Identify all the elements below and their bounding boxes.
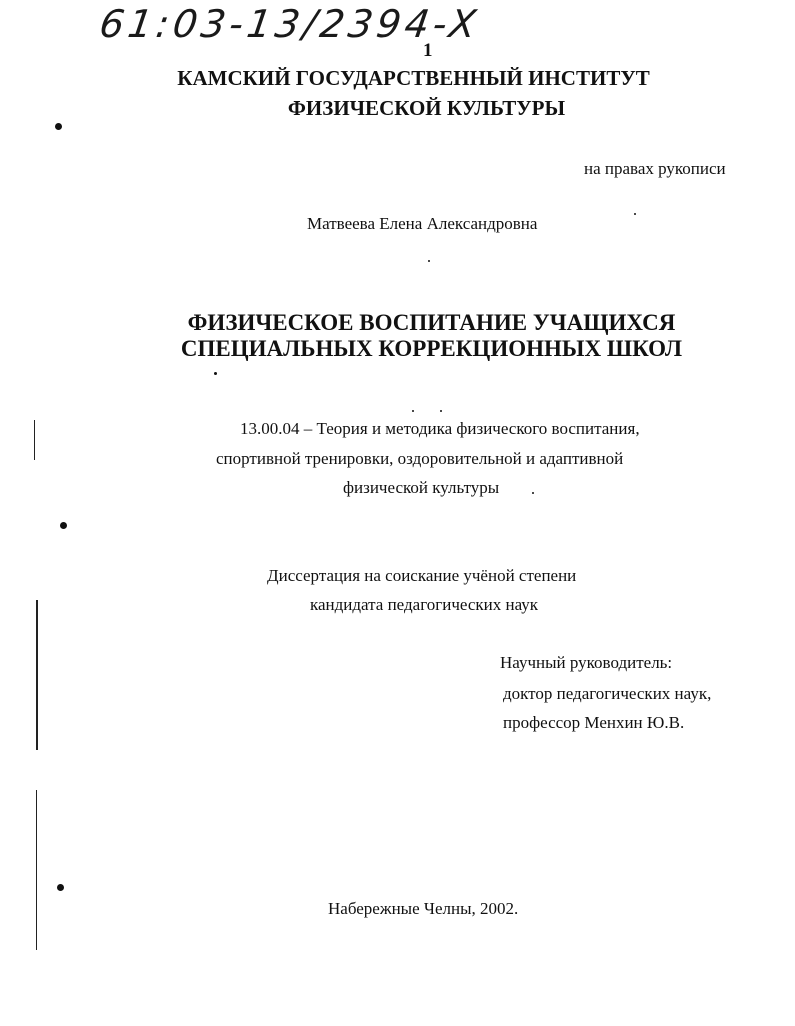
author-name: Матвеева Елена Александровна bbox=[307, 214, 538, 233]
scan-speck bbox=[634, 213, 636, 215]
scan-edge-line bbox=[36, 600, 38, 750]
supervisor-name: профессор Менхин Ю.В. bbox=[503, 713, 685, 732]
page-number: 1 bbox=[423, 40, 433, 61]
scan-speck bbox=[60, 522, 67, 529]
institute-name-line1: КАМСКИЙ ГОСУДАРСТВЕННЫЙ ИНСТИТУТ bbox=[177, 66, 650, 90]
scan-speck bbox=[55, 123, 62, 130]
supervisor-label: Научный руководитель: bbox=[500, 653, 673, 672]
rights-note: на правах рукописи bbox=[584, 159, 726, 178]
city-year: Набережные Челны, 2002. bbox=[328, 899, 519, 918]
degree-statement-line2: кандидата педагогических наук bbox=[310, 595, 539, 614]
dissertation-title-line2: СПЕЦИАЛЬНЫХ КОРРЕКЦИОННЫХ ШКОЛ bbox=[180, 336, 683, 361]
degree-statement-line1: Диссертация на соискание учёной степени bbox=[267, 566, 577, 585]
specialty-line2: спортивной тренировки, оздоровительной и адаптивной bbox=[216, 449, 624, 468]
supervisor-degree: доктор педагогических наук, bbox=[503, 684, 712, 703]
scan-edge-line bbox=[36, 790, 37, 950]
scan-speck bbox=[214, 372, 217, 375]
scan-speck bbox=[412, 410, 414, 412]
scan-edge-line bbox=[34, 420, 35, 460]
specialty-line1: 13.00.04 – Теория и методика физического воспитания, bbox=[240, 419, 640, 438]
dissertation-title-line1: ФИЗИЧЕСКОЕ ВОСПИТАНИЕ УЧАЩИХСЯ bbox=[187, 310, 676, 335]
archive-code-handwritten: 61:03-13/2394-X bbox=[96, 2, 483, 46]
scan-speck bbox=[440, 410, 442, 412]
scan-speck bbox=[57, 884, 64, 891]
institute-name-line2: ФИЗИЧЕСКОЙ КУЛЬТУРЫ bbox=[287, 96, 566, 120]
scan-speck bbox=[532, 492, 534, 494]
scan-speck bbox=[428, 260, 430, 262]
specialty-line3: физической культуры bbox=[343, 478, 500, 497]
